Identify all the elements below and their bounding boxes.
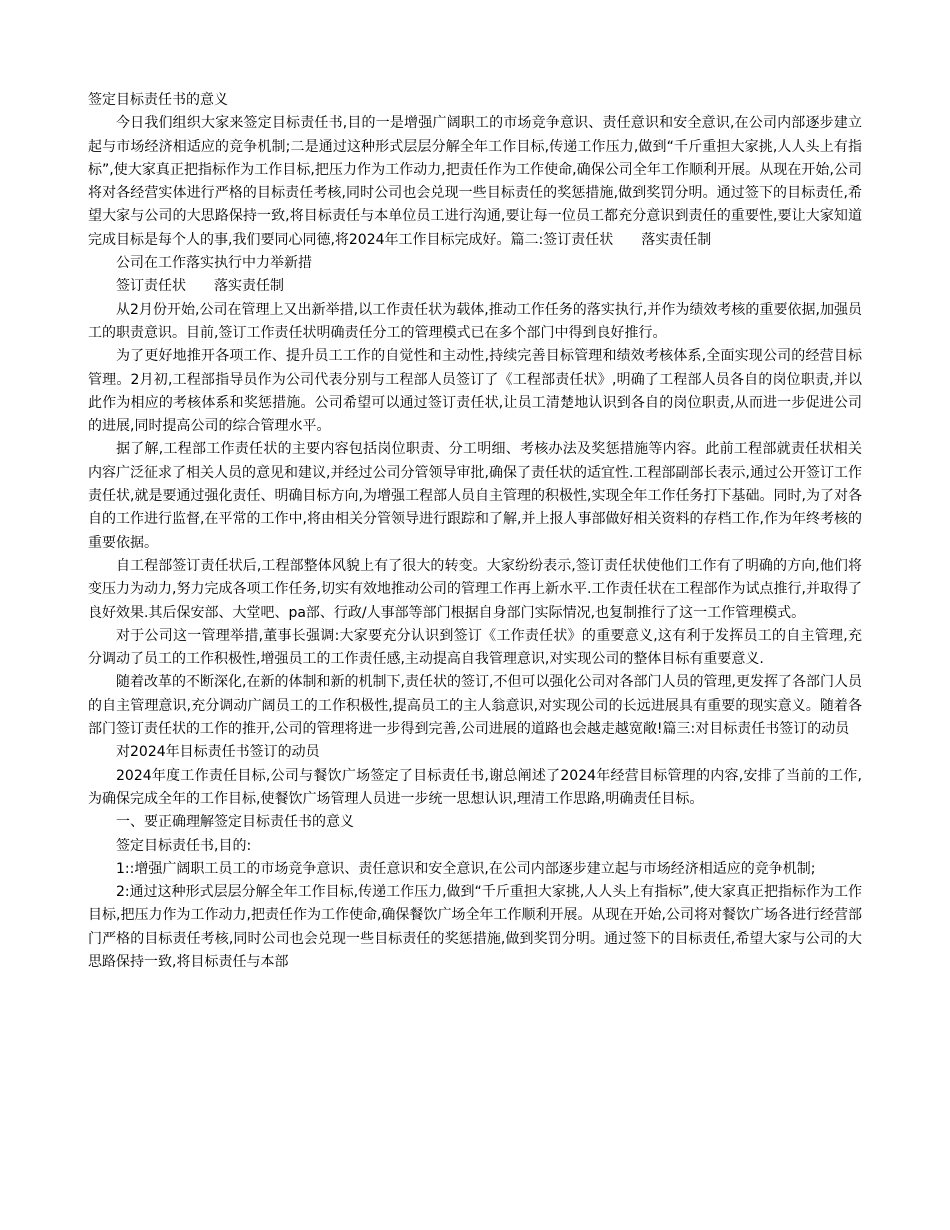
paragraph: 今日我们组织大家来签定目标责任书,目的一是增强广阔职工的市场竞争意识、责任意识和安全意识,在公司内部逐步建立起与市场经济相适应的竞争机制;二是通过这种形式层层分解全年工作目标,传递工作压力,做到“千斤重担大家挑,人人头上有指标”,使大家真正把指标作为工作目标,把压力作为工作动力,把责任作为工作使命,确保公司全年工作顺利开展。从现在开始,公司将对各经营实体进行严格的目标责任考核,同时公司也会兑现一些目标责任的奖惩措施,做到奖罚分明。通过签下的目标责任,希望大家与公司的大思路保持一致,将目标责任与本单位员工进行沟通,要让每一位员工都充分意识到责任的重要性,要让大家知道完成目标是每个人的事,我们要同心同德,将2024年工作目标完成好。篇二:签订责任状 落实责任制 <box>88 115 862 248</box>
paragraph: 2024年度工作责任目标,公司与餐饮广场签定了目标责任书,谢总阐述了2024年经营目标管理的内容,安排了当前的工作,为确保完成全年的工作目标,使餐饮广场管理人员进一步统一思想认识,理清工作思路,明确责任目标。 <box>88 767 862 807</box>
paragraph: 一、要正确理解签定目标责任书的意义 <box>116 814 354 831</box>
paragraph: 对2024年目标责任书签订的动员 <box>116 744 320 761</box>
paragraph: 自工程部签订责任状后,工程部整体风貌上有了很大的转变。大家纷纷表示,签订责任状使他们工作有了明确的方向,他们将变压力为动力,努力完成各项工作任务,切实有效地推动公司的管理工作再上新水平.工作责任状在工程部作为试点推行,并取得了良好效果.其后保安部、大堂吧、pa部、行政/人事部等部门根据自身部门实际情况,也复制推行了这一工作管理模式。 <box>88 557 862 621</box>
document-title: 签定目标责任书的意义 <box>88 92 228 108</box>
paragraph: 据了解,工程部工作责任状的主要内容包括岗位职责、分工明细、考核办法及奖惩措施等内容。此前工程部就责任状相关内容广泛征求了相关人员的意见和建议,并经过公司分管领导审批,确保了责任状的适宜性.工程部副部长表示,通过公开签订工作责任状,就是要通过强化责任、明确目标方向,为增强工程部人员自主管理的积极性,实现全年工作任务打下基础。同时,为了对各自的工作进行监督,在平常的工作中,将由相关分管领导进行跟踪和了解,并上报人事部做好相关资料的存档工作,作为年终考核的重要依据。 <box>88 441 862 551</box>
paragraph: 随着改革的不断深化,在新的体制和新的机制下,责任状的签订,不但可以强化公司对各部门人员的管理,更发挥了各部门人员的自主管理意识,充分调动广阔员工的工作积极性,提高员工的主人翁意识,对实现公司的长远进展具有重要的现实意义。随着各部门签订责任状的工作的推开,公司的管理将进一步得到完善,公司进展的道路也会越走越宽敞!篇三:对目标责任书签订的动员 <box>88 674 862 738</box>
document-body <box>88 112 862 974</box>
paragraph: 为了更好地推开各项工作、提升员工工作的自觉性和主动性,持续完善目标管理和绩效考核体系,全面实现公司的经营目标管理。2月初,工程部指导员作为公司代表分别与工程部人员签订了《工程部责任状》,明确了工程部人员各自的岗位职责,并以此作为相应的考核体系和奖惩措施。公司希望可以通过签订责任状,让员工清楚地认识到各自的岗位职责,从而进一步促进公司的进展,同时提高公司的综合管理水平。 <box>88 348 862 435</box>
paragraph: 签订责任状 落实责任制 <box>116 278 284 295</box>
document-page <box>88 89 862 974</box>
paragraph: 从2月份开始,公司在管理上又出新举措,以工作责任状为载体,推动工作任务的落实执行,并作为绩效考核的重要依据,加强员工的职责意识。目前,签订工作责任状明确责任分工的管理模式已在多个部门中得到良好推行。 <box>88 301 862 341</box>
paragraph: 1::增强广阔职工员工的市场竞争意识、责任意识和安全意识,在公司内部逐步建立起与市场经济相适应的竞争机制; <box>116 860 816 877</box>
paragraph: 对于公司这一管理举措,董事长强调:大家要充分认识到签订《工作责任状》的重要意义,这有利于发挥员工的自主管理,充分调动了员工的工作积极性,增强员工的工作责任感,主动提高自我管理意识,对实现公司的整体目标有重要意义. <box>88 627 862 668</box>
paragraph: 公司在工作落实执行中力举新措 <box>116 255 312 272</box>
paragraph: 签定目标责任书,目的: <box>116 837 252 854</box>
paragraph: 2:通过这种形式层层分解全年工作目标,传递工作压力,做到“千斤重担大家挑,人人头上有指标”,使大家真正把指标作为工作目标,把压力作为工作动力,把责任作为工作使命,确保餐饮广场全年工作顺利开展。从现在开始,公司将对餐饮广场各进行经营部门严格的目标责任考核,同时公司也会兑现一些目标责任的奖惩措施,做到奖罚分明。通过签下的目标责任,希望大家与公司的大思路保持一致,将目标责任与本部 <box>88 884 862 970</box>
